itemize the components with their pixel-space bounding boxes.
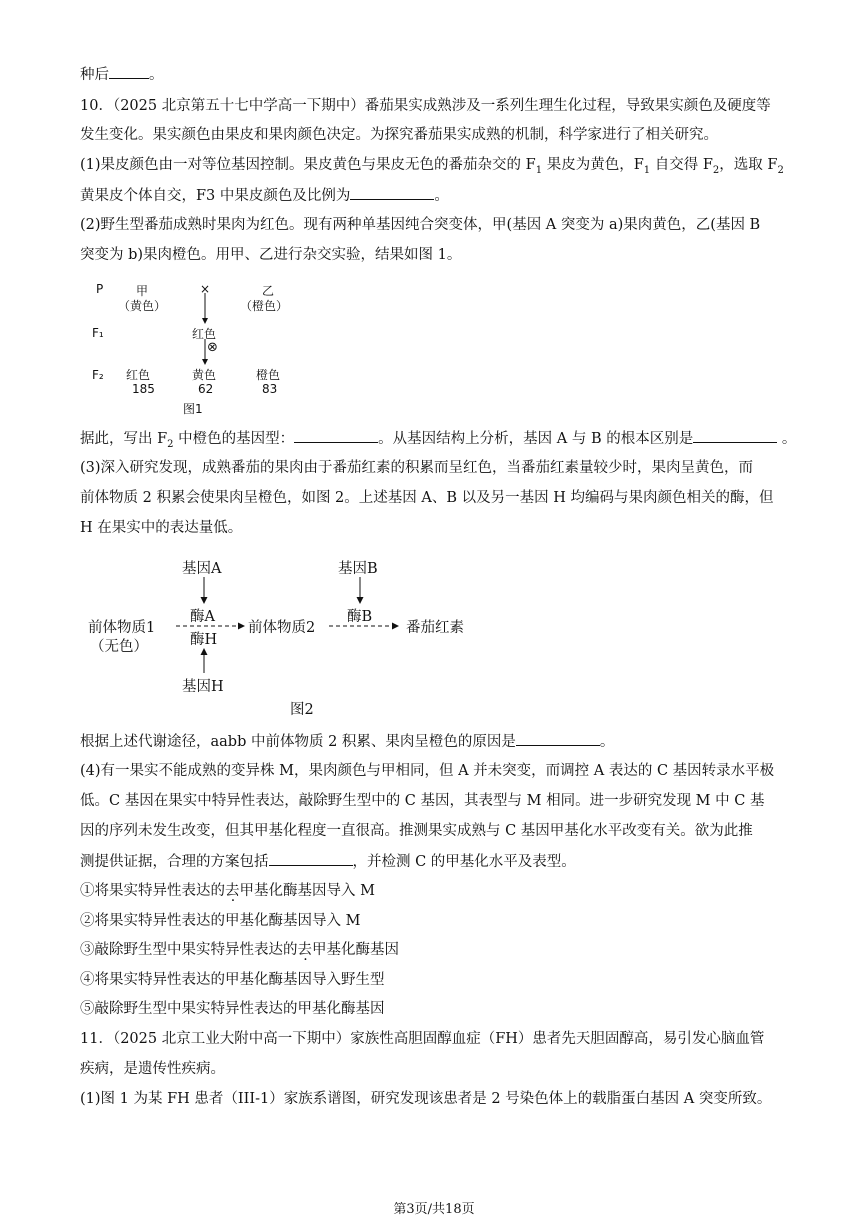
q10-intro-line: 发生变化。果实颜色由果皮和果肉颜色决定。为探究番茄果实成熟的机制，科学家进行了相关研究。 — [80, 127, 718, 143]
q10-p2-answer: 据此，写出 $F_2$ 中橙色的基因型： 。从基因结构上分析，基因 A 与 B 的根本区别是 。 — [80, 428, 800, 455]
q10-p3-line: 前体物质 2 积累会使果肉呈橙色，如图 2。上述基因 A、B 以及另一基因 H 均编码与果肉颜色相关的酶，但 — [80, 490, 774, 506]
precursor-1-note: （无色） — [90, 639, 148, 655]
q10-p2-line: 突变为 b)果肉橙色。用甲、乙进行杂交实验，结果如图 1。 — [80, 247, 462, 263]
q11-intro-line: 11．（2025 北京工业大附中高一下期中）家族性高胆固醇血症（FH）患者先天胆固醇高，易引发心脑血管 — [80, 1031, 765, 1047]
option-4: ④将果实特异性表达的甲基化酶基因导入野生型 — [80, 972, 385, 988]
q10-p3-line: (3)深入研究发现，成熟番茄的果肉由于番茄红素的积累而呈红色，当番茄红素量较少时，果肉呈黄色，而 — [80, 460, 754, 476]
figure-2 — [86, 553, 506, 718]
q10-p2-line: (2)野生型番茄成熟时果肉为红色。现有两种单基因纯合突变体，甲(基因 A 突变为 a)果肉黄色，乙(基因 B — [80, 217, 761, 233]
figure-1 — [80, 280, 300, 420]
q11-intro-line: 疾病，是遗传性疾病。 — [80, 1061, 225, 1077]
f2-red-count: 185 — [132, 382, 155, 396]
jia-color: （黄色） — [118, 299, 167, 313]
q10-p1-line: 黄果皮个体自交，F3 中果皮颜色及比例为 。 — [80, 185, 800, 206]
option-2: ②将果实特异性表达的甲基化酶基因导入 M — [80, 913, 361, 929]
answer-blank[interactable] — [269, 851, 353, 866]
jia-label: 甲 — [136, 284, 149, 298]
answer-blank[interactable] — [516, 731, 600, 746]
f2-orange: 橙色 — [256, 368, 281, 382]
yi-label: 乙 — [262, 284, 275, 298]
q10-p3-line: H 在果实中的表达量低。 — [80, 520, 243, 536]
option-3: ③敲除野生型中果实特异性表达的去甲基化酶基因 — [80, 942, 399, 958]
q10-p4-line: 低。C 基因在果实中特异性表达，敲除野生型中的 C 基因，其表型与 M 相同。进一步研究发现 M 中 C 基 — [80, 793, 765, 809]
q10-p4-line: 因的序列未发生改变，但其甲基化程度一直很高。推测果实成熟与 C 基因甲基化水平改变有关。欲为此推 — [80, 823, 753, 839]
self-symbol: ⊗ — [207, 340, 218, 355]
enzyme-a-label: 酶A — [190, 609, 215, 625]
f2-yellow: 黄色 — [192, 368, 217, 382]
answer-blank[interactable] — [294, 428, 378, 443]
gene-a-label: 基因A — [182, 561, 222, 577]
answer-blank[interactable] — [693, 428, 777, 443]
gene-h-label: 基因H — [182, 679, 224, 695]
q10-p1-line: (1)果皮颜色由一对等位基因控制。果皮黄色与果皮无色的番茄杂交的 $F_1$ 果皮为黄色，$F_1$ 自交得 $F_2$，选取 $F_2$ — [80, 157, 784, 176]
cross-symbol: × — [200, 282, 211, 296]
q10-p4-line: 测提供证据，合理的方案包括 ，并检测 C 的甲基化水平及表型。 — [80, 851, 800, 872]
yi-color: （橙色） — [240, 299, 289, 313]
top-line: 种后 。 — [80, 64, 800, 85]
q11-p1-line: (1)图 1 为某 FH 患者（III-1）家族系谱图，研究发现该患者是 2 号染色体上的载脂蛋白基因 A 突变所致。 — [80, 1091, 772, 1107]
enzyme-h-label: 酶H — [190, 632, 218, 648]
f2-red: 红色 — [126, 368, 151, 382]
option-5: ⑤敲除野生型中果实特异性表达的甲基化酶基因 — [80, 1001, 385, 1017]
f1-label: F₁ — [92, 326, 104, 340]
f2-label: F₂ — [92, 368, 104, 382]
precursor-2-label: 前体物质2 — [248, 620, 316, 636]
option-1: ①将果实特异性表达的去甲基化酶基因导入 M — [80, 883, 375, 899]
f1-color: 红色 — [192, 327, 217, 341]
q10-p4-line: (4)有一果实不能成熟的变异株 M，果肉颜色与甲相同，但 A 并未突变，而调控 A 表达的 C 基因转录水平极 — [80, 763, 775, 779]
figure-2-caption: 图2 — [290, 702, 314, 718]
q10-intro-line: 10．（2025 北京第五十七中学高一下期中）番茄果实成熟涉及一系列生理生化过程，导致果实颜色及硬度等 — [80, 98, 771, 114]
enzyme-b-label: 酶B — [347, 609, 373, 625]
f2-yellow-count: 62 — [198, 382, 214, 396]
p-label: P — [96, 282, 104, 296]
gene-b-label: 基因B — [338, 561, 378, 577]
figure-1-caption: 图1 — [183, 402, 203, 416]
answer-blank[interactable] — [350, 185, 434, 200]
precursor-1-label: 前体物质1 — [88, 620, 156, 636]
f2-orange-count: 83 — [262, 382, 278, 396]
q10-p3-answer: 根据上述代谢途径，aabb 中前体物质 2 积累、果肉呈橙色的原因是 。 — [80, 731, 800, 752]
answer-blank[interactable] — [109, 64, 149, 79]
page-footer: 第3页/共18页 — [393, 1202, 475, 1217]
lycopene-label: 番茄红素 — [406, 620, 464, 636]
